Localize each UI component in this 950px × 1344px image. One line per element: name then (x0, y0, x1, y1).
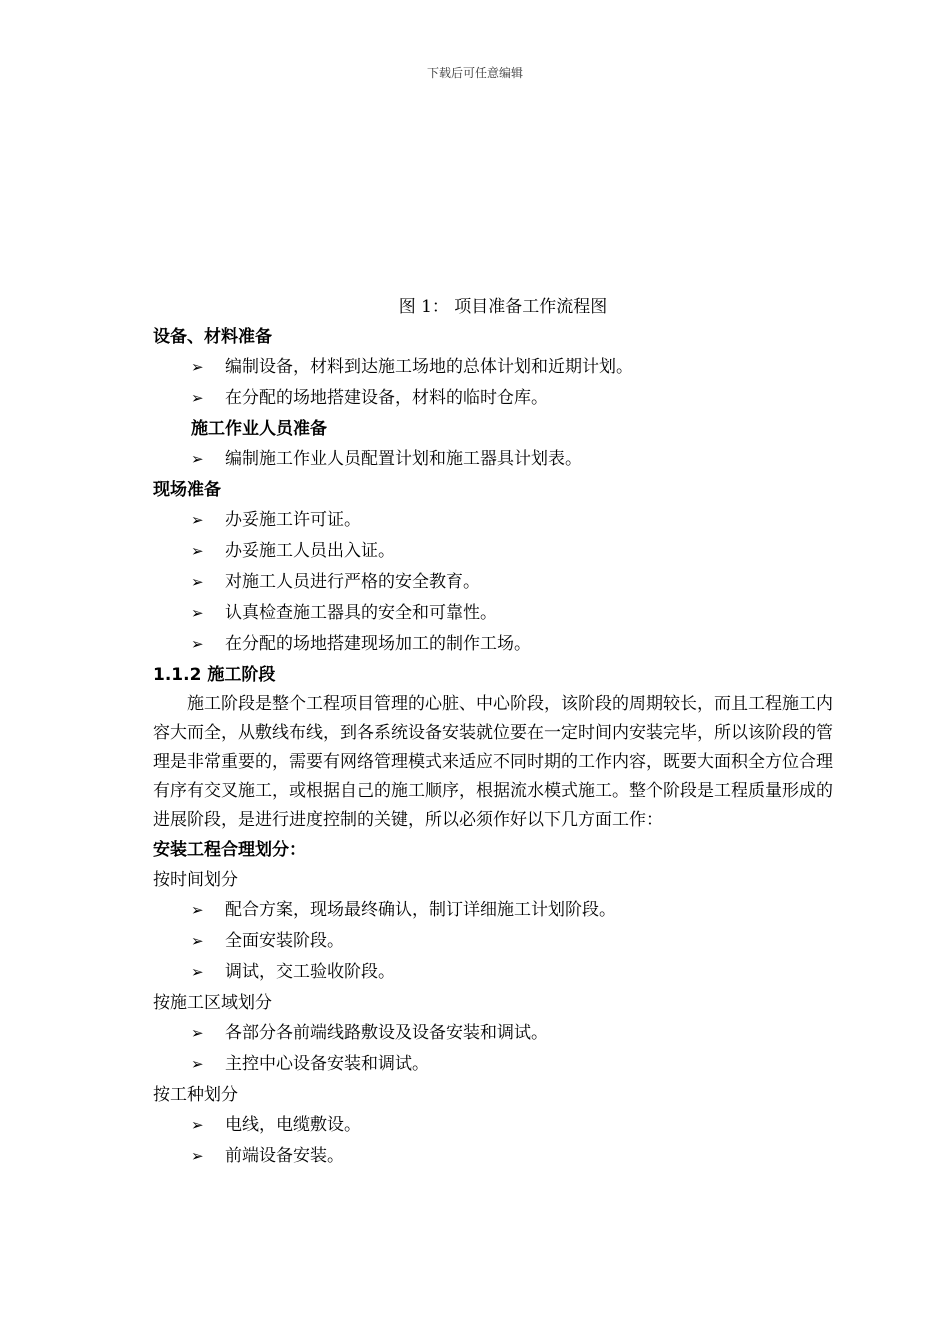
list-item: ➢ 对施工人员进行严格的安全教育。 (153, 567, 833, 598)
arrow-bullet-icon: ➢ (191, 542, 204, 560)
section-heading-construction: 1.1.2 施工阶段 (153, 665, 276, 685)
header-note: 下载后可任意编辑 (426, 66, 523, 80)
list-item: ➢ 编制设备，材料到达施工场地的总体计划和近期计划。 (153, 352, 833, 383)
arrow-bullet-icon: ➢ (191, 511, 204, 529)
figure-caption: 图 1： 项目准备工作流程图 (398, 297, 608, 317)
arrow-bullet-icon: ➢ (191, 901, 204, 919)
list-item: ➢ 全面安装阶段。 (153, 926, 833, 957)
list-item: ➢ 各部分各前端线路敷设及设备安装和调试。 (153, 1018, 833, 1049)
list-item: ➢ 认真检查施工器具的安全和可靠性。 (153, 598, 833, 629)
section-heading-personnel: 施工作业人员准备 (191, 419, 327, 439)
arrow-bullet-icon: ➢ (191, 1147, 204, 1165)
arrow-bullet-icon: ➢ (191, 635, 204, 653)
arrow-bullet-icon: ➢ (191, 450, 204, 468)
arrow-bullet-icon: ➢ (191, 963, 204, 981)
arrow-bullet-icon: ➢ (191, 573, 204, 591)
arrow-bullet-icon: ➢ (191, 389, 204, 407)
list-item: ➢ 前端设备安装。 (153, 1141, 833, 1172)
section-heading-site: 现场准备 (153, 480, 221, 500)
section-heading-equipment: 设备、材料准备 (153, 327, 272, 347)
arrow-bullet-icon: ➢ (191, 1055, 204, 1073)
division-label-trade: 按工种划分 (153, 1085, 238, 1105)
arrow-bullet-icon: ➢ (191, 932, 204, 950)
list-item: ➢ 办妥施工许可证。 (153, 505, 833, 536)
division-label-time: 按时间划分 (153, 870, 238, 890)
list-item: ➢ 配合方案，现场最终确认，制订详细施工计划阶段。 (153, 895, 833, 926)
document-body (153, 292, 833, 1172)
division-label-area: 按施工区域划分 (153, 993, 272, 1013)
list-item: ➢ 主控中心设备安装和调试。 (153, 1049, 833, 1080)
list-item: ➢ 在分配的场地搭建现场加工的制作工场。 (153, 629, 833, 660)
arrow-bullet-icon: ➢ (191, 358, 204, 376)
list-item: ➢ 电线，电缆敷设。 (153, 1110, 833, 1141)
subheading-installation-division: 安装工程合理划分： (153, 840, 306, 860)
list-item: ➢ 办妥施工人员出入证。 (153, 536, 833, 567)
list-item: ➢ 调试，交工验收阶段。 (153, 957, 833, 988)
list-item: ➢ 编制施工作业人员配置计划和施工器具计划表。 (153, 444, 833, 475)
arrow-bullet-icon: ➢ (191, 1116, 204, 1134)
construction-paragraph: 施工阶段是整个工程项目管理的心脏、中心阶段，该阶段的周期较长，而且工程施工内容大而全，从敷线布线，到各系统设备安装就位要在一定时间内安装完毕，所以该阶段的管理是非常重要的，需要有网络管理模式来适应不同时期的工作内容，既要大面积全方位合理有序有交叉施工，或根据自己的施工顺序，根据流水模式施工。整个阶段是工程质量形成的进展阶段，是进行进度控制的关键，所以必须作好以下几方面工作： (153, 694, 833, 830)
arrow-bullet-icon: ➢ (191, 604, 204, 622)
list-item: ➢ 在分配的场地搭建设备，材料的临时仓库。 (153, 383, 833, 414)
arrow-bullet-icon: ➢ (191, 1024, 204, 1042)
